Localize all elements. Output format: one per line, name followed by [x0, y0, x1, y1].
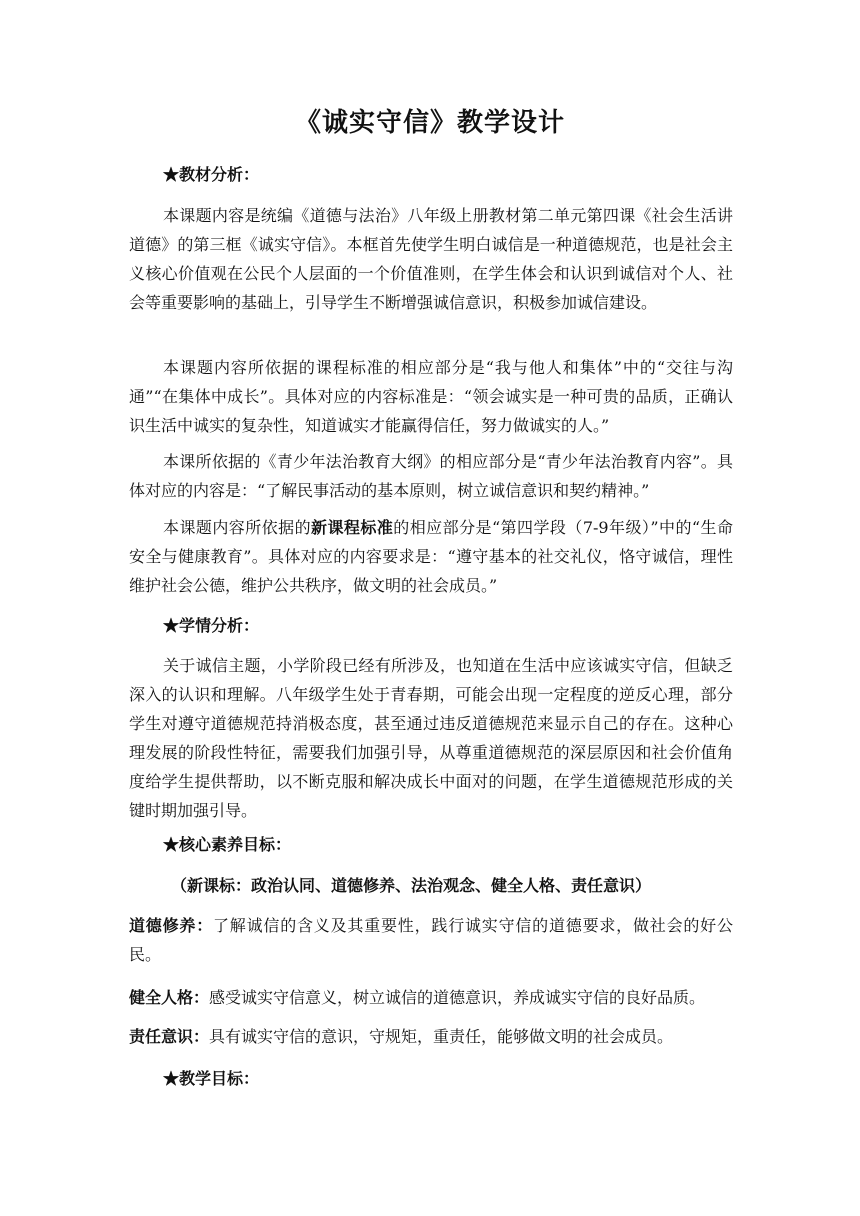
heading-student-analysis: ★学情分析：: [163, 616, 260, 635]
core-item-text: 了解诚信的含义及其重要性，践行诚实守信的道德要求，做社会的好公民。: [129, 916, 733, 964]
core-item-text: 感受诚实守信意义，树立诚信的道德意识，养成诚实守信的良好品质。: [209, 988, 706, 1007]
core-item-label: 责任意识：: [129, 1027, 210, 1046]
core-item-moral: [129, 911, 733, 969]
heading-textbook-analysis: ★教材分析：: [163, 165, 260, 184]
core-subtitle: （新课标：政治认同、道德修养、法治观念、健全人格、责任意识）: [171, 876, 652, 895]
heading-core-goals: ★核心素养目标：: [163, 835, 292, 854]
heading-teaching-goals: ★教学目标：: [163, 1069, 260, 1088]
paragraph-students: 关于诚信主题，小学阶段已经有所涉及，也知道在生活中应该诚实守信，但缺乏深入的认识和理解。八年级学生处于青春期，可能会出现一定程度的逆反心理，部分学生对遵守道德规范持消极态度，甚至通过违反道德规范来显示自己的存在。这种心理发展的阶段性特征，需要我们加强引导，从尊重道德规范的深层原因和社会价值角度给学生提供帮助，以不断克服和解决成长中面对的问题，在学生道德规范形成的关键时期加强引导。: [129, 656, 733, 820]
paragraph-textbook-3: 本课所依据的《青少年法治教育大纲》的相应部分是“青少年法治教育内容”。具体对应的内容是：“了解民事活动的基本原则，树立诚信意识和契约精神。”: [129, 452, 733, 500]
p4-bold-term: 新课程标准: [311, 518, 394, 537]
core-item-text: 具有诚实守信的意识，守规矩，重责任，能够做文明的社会成员。: [209, 1027, 674, 1046]
core-item-personality: [129, 983, 733, 1012]
paragraph-textbook-2: 本课题内容所依据的课程标准的相应部分是“我与他人和集体”中的“交往与沟通”“在集体中成长”。具体对应的内容标准是：“领会诚实是一种可贵的品质，正确认识生活中诚实的复杂性，知道诚实才能赢得信任，努力做诚实的人。”: [129, 358, 733, 435]
core-item-label: 健全人格：: [129, 988, 210, 1007]
p4-post: 的相应部分是“第四学段（7-9年级）”中的“生命安全与健康教育”。具体对应的内容要求是：“遵守基本的社交礼仪，恪守诚信，理性维护社会公德，维护公共秩序，做文明的社会成员。”: [129, 518, 733, 595]
core-item-responsibility: [129, 1022, 733, 1051]
paragraph-textbook-4: [129, 513, 733, 600]
paragraph-textbook-1: 本课题内容是统编《道德与法治》八年级上册教材第二单元第四课《社会生活讲道德》的第三框《诚实守信》。本框首先使学生明白诚信是一种道德规范，也是社会主义核心价值观在公民个人层面的一个价值准则，在学生体会和认识到诚信对个人、社会等重要影响的基础上，引导学生不断增强诚信意识，积极参加诚信建设。: [129, 206, 733, 312]
page-title: 《诚实守信》教学设计: [294, 108, 565, 138]
p4-pre: 本课题内容所依据的: [163, 518, 312, 537]
core-item-label: 道德修养：: [129, 916, 213, 935]
